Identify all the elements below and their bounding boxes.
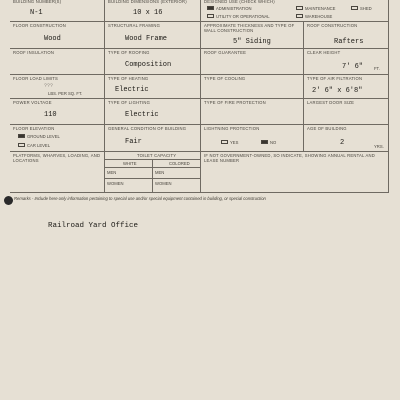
lightning-cell bbox=[201, 125, 304, 152]
warehouse-option: WAREHOUSE bbox=[305, 14, 333, 19]
fire-protection-label: TYPE OF FIRE PROTECTION bbox=[204, 100, 266, 105]
not-govt-cell bbox=[201, 152, 389, 193]
toilet-men-colored: MEN bbox=[155, 170, 165, 175]
roofing-cell bbox=[105, 49, 201, 75]
toilet-col-colored: COLORED bbox=[169, 161, 190, 166]
binder-hole bbox=[4, 196, 13, 205]
heating-cell bbox=[105, 75, 201, 99]
floor-construction-label: FLOOR CONSTRUCTION bbox=[13, 23, 66, 28]
clear-height-label: CLEAR HEIGHT bbox=[307, 50, 341, 55]
toilet-divider-1 bbox=[105, 159, 201, 160]
utility-option: UTILITY OR OPERATIONAL bbox=[216, 14, 270, 19]
toilet-divider-3 bbox=[105, 178, 201, 179]
maintenance-checkbox[interactable] bbox=[296, 6, 303, 10]
car-level-option: CAR LEVEL bbox=[27, 143, 51, 148]
floor-elevation-cell bbox=[10, 125, 105, 152]
roof-insulation-cell bbox=[10, 49, 105, 75]
power-voltage-label: POWER VOLTAGE bbox=[13, 100, 52, 105]
lighting-label: TYPE OF LIGHTING bbox=[108, 100, 151, 105]
clear-height-value: 7' 6" bbox=[342, 63, 364, 71]
floor-construction-value: Wood bbox=[44, 35, 61, 43]
cooling-cell bbox=[201, 75, 304, 99]
roofing-label: TYPE OF ROOFING bbox=[108, 50, 150, 55]
clear-height-unit: FT. bbox=[374, 66, 380, 71]
clear-height-cell bbox=[304, 49, 389, 75]
age-value: 2 bbox=[340, 139, 345, 147]
age-label: AGE OF BUILDING bbox=[307, 126, 347, 131]
structural-framing-cell bbox=[105, 22, 201, 49]
platforms-label: PLATFORMS, WHARVES, LOADING, AND LOCATIONS bbox=[13, 153, 101, 163]
air-filtration-cell bbox=[304, 75, 389, 99]
lighting-value: Electric bbox=[125, 111, 159, 119]
fire-protection-cell bbox=[201, 99, 304, 125]
condition-cell bbox=[105, 125, 201, 152]
roof-construction-value: Rafters bbox=[334, 38, 364, 46]
designed-use-cell bbox=[201, 0, 389, 22]
lighting-cell bbox=[105, 99, 201, 125]
power-voltage-cell bbox=[10, 99, 105, 125]
roof-guarantee-label: ROOF GUARANTEE bbox=[204, 50, 247, 55]
ground-level-checkbox[interactable] bbox=[18, 134, 25, 138]
cooling-label: TYPE OF COOLING bbox=[204, 76, 246, 81]
toilet-divider-2 bbox=[105, 167, 201, 168]
roofing-value: Composition bbox=[125, 61, 172, 69]
utility-checkbox[interactable] bbox=[207, 14, 214, 18]
condition-label: GENERAL CONDITION OF BUILDING bbox=[108, 126, 187, 131]
not-govt-label: IF NOT GOVERNMENT-OWNED, SO INDICATE, SHOWING ANNUAL RENTAL AND LEASE NUMBER bbox=[204, 153, 375, 163]
largest-door-cell bbox=[304, 99, 389, 125]
car-level-checkbox[interactable] bbox=[18, 143, 25, 147]
building-numbers-value: N-1 bbox=[30, 9, 43, 17]
largest-door-label: LARGEST DOOR SIZE bbox=[307, 100, 355, 105]
administration-option: ADMINISTRATION bbox=[216, 6, 252, 11]
roof-construction-label: ROOF CONSTRUCTION bbox=[307, 23, 358, 28]
roof-insulation-label: ROOF INSULATION bbox=[13, 50, 55, 55]
dimensions-value: 10 x 16 bbox=[133, 9, 163, 17]
toilet-cell bbox=[105, 152, 201, 193]
floor-elevation-label: FLOOR ELEVATION bbox=[13, 126, 55, 131]
toilet-women-white: WOMEN bbox=[107, 181, 124, 186]
floor-load-cell bbox=[10, 75, 105, 99]
lightning-yes-option: YES bbox=[230, 140, 239, 145]
roof-construction-cell bbox=[304, 22, 389, 49]
condition-value: Fair bbox=[125, 138, 142, 146]
age-cell bbox=[304, 125, 389, 152]
toilet-women-colored: WOMEN bbox=[155, 181, 172, 186]
heating-label: TYPE OF HEATING bbox=[108, 76, 149, 81]
dimensions-label: BUILDING DIMENSIONS (EXTERIOR) bbox=[108, 0, 187, 4]
shed-option: SHED bbox=[360, 6, 372, 11]
heating-value: Electric bbox=[115, 86, 149, 94]
floor-load-value: ??? bbox=[44, 83, 54, 89]
power-voltage-value: 110 bbox=[44, 111, 57, 119]
floor-load-unit: LBS. PER SQ. FT. bbox=[48, 91, 83, 96]
toilet-men-white: MEN bbox=[107, 170, 117, 175]
remarks-entry: Railroad Yard Office bbox=[48, 222, 139, 230]
warehouse-checkbox[interactable] bbox=[296, 14, 303, 18]
administration-checkbox[interactable] bbox=[207, 6, 214, 10]
platforms-cell bbox=[10, 152, 105, 193]
building-numbers-cell bbox=[10, 0, 105, 22]
floor-load-label: FLOOR LOAD LIMITS bbox=[13, 76, 59, 81]
toilet-label: TOILET CAPACITY bbox=[137, 153, 177, 158]
wall-construction-cell bbox=[201, 22, 304, 49]
shed-checkbox[interactable] bbox=[351, 6, 358, 10]
dimensions-cell bbox=[105, 0, 201, 22]
air-filtration-label: TYPE OF AIR FILTRATION bbox=[307, 76, 363, 81]
designed-use-label: DESIGNED USE (CHECK WHICH) bbox=[204, 0, 275, 4]
wall-construction-label: APPROXIMATE THICKNESS AND TYPE OF WALL CONSTRUCTION bbox=[204, 23, 295, 33]
structural-framing-value: Wood Frame bbox=[125, 35, 168, 43]
toilet-col-divider bbox=[152, 159, 153, 193]
structural-framing-label: STRUCTURAL FRAMING bbox=[108, 23, 161, 28]
lightning-no-checkbox[interactable] bbox=[261, 140, 268, 144]
maintenance-option: MAINTENANCE bbox=[305, 6, 336, 11]
toilet-col-white: WHITE bbox=[123, 161, 137, 166]
wall-construction-value: 5" Siding bbox=[233, 38, 271, 46]
lightning-yes-checkbox[interactable] bbox=[221, 140, 228, 144]
ground-level-option: GROUND LEVEL bbox=[27, 134, 60, 139]
remarks-instructions: Remarks - Include here only information pertaining to special use and/or special equipment contained in building, or special construction bbox=[14, 196, 266, 201]
building-numbers-label: BUILDING NUMBER(S) bbox=[13, 0, 62, 4]
lightning-no-option: NO bbox=[270, 140, 277, 145]
air-filtration-value: 2' 6" x 6'8" bbox=[312, 87, 363, 95]
age-unit: YRS. bbox=[374, 144, 384, 149]
lightning-label: LIGHTNING PROTECTION bbox=[204, 126, 260, 131]
roof-guarantee-cell bbox=[201, 49, 304, 75]
floor-construction-cell bbox=[10, 22, 105, 49]
